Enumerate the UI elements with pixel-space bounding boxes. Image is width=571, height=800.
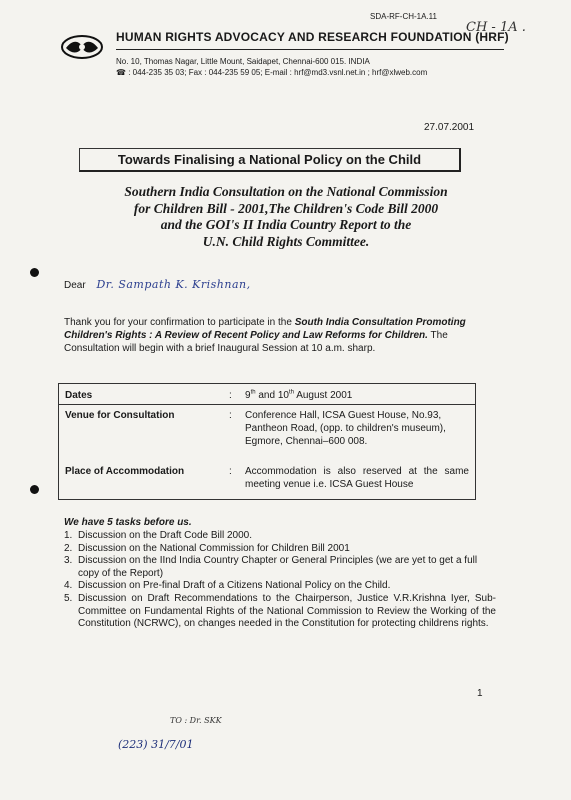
subtitle-line: and the GOI's II India Country Report to the [160,217,412,232]
org-name: HUMAN RIGHTS ADVOCACY AND RESEARCH FOUNDATION (HRF) [116,30,509,44]
event-name: South India Consultation Promoting Children's Rights : A Review of Recent Policy and Law Reforms for Children. [64,317,466,341]
subtitle-line: for Children Bill - 2001,The Children's Code Bill 2000 [133,200,439,216]
salutation-dear: Dear [64,280,86,291]
intro-paragraph [64,316,496,355]
subtitle-line: U.N. Child Rights Committee. [202,233,370,249]
letter-date: 27.07.2001 [424,122,475,133]
subtitle-line: Southern India Consultation on the National Commission [124,184,448,199]
venue-label: Venue for Consultation [65,410,175,421]
tasks-list [64,530,496,631]
header-divider [116,49,504,50]
intro-text: Thank you for your confirmation to participate in the [64,317,292,328]
colon: : [229,466,232,477]
venue-value: Conference Hall, ICSA Guest House, No.93, Pantheon Road, (opp. to children's museum), Egmore, Chennai–600 008. [245,410,446,447]
phone-icon: ☎ [116,68,126,77]
punch-hole-mark [30,485,39,494]
list-item: 3. Discussion on the IInd India Country Chapter or General Principles (we are yet to get a full copy of the Report) [64,555,478,579]
org-address: No. 10, Thomas Nagar, Little Mount, Saidapet, Chennai-600 015. INDIA [116,57,370,66]
list-item: 2. Discussion on the National Commission for Children Bill 2001 [64,542,350,554]
handwritten-reference: CH - 1A . [466,20,526,35]
colon: : [229,410,232,421]
details-table [58,383,476,500]
page-title: Towards Finalising a National Policy on the Child [79,148,461,172]
page-number: 1 [477,688,483,699]
list-item: 5. Discussion on Draft Recommendations to the Chairperson, Justice V.R.Krishna Iyer, Sub-Committee on Fundamental Rights of the National Commission to Review the Working of the Constitution (NCRWC), on changes needed in the Constitution for protecting childrens rights. [64,592,496,630]
recipient-name: Dr. Sampath K. Krishnan, [96,278,251,291]
list-item: 1. Discussion on the Draft Code Bill 2000. [64,530,252,541]
reference-code: SDA-RF-CH-1A.11 [370,12,437,21]
punch-hole-mark [30,268,39,277]
salutation [64,278,251,291]
subtitle [40,184,532,250]
accommodation-label: Place of Accommodation [65,466,185,477]
org-contact-text: : 044-235 35 03; Fax : 044-235 59 05; E-mail : hrf@md3.vsnl.net.in ; hrf@xlweb.com [128,68,428,77]
handwritten-note-number: (223) 31/7/01 [118,738,194,751]
handwritten-note-to: TO : Dr. SKK [170,716,222,725]
intro-text-2: The Consultation will begin with a brief Inaugural Session at 10 a.m. sharp. [64,330,448,354]
tasks-heading: We have 5 tasks before us. [64,517,192,528]
list-item: 4. Discussion on Pre-final Draft of a Citizens National Policy on the Child. [64,580,391,592]
dates-row [59,384,475,405]
dates-value: 9th and 10th August 2001 [245,389,353,401]
hrf-logo-icon [60,34,104,60]
dates-label: Dates [65,390,93,401]
colon: : [229,390,232,401]
org-contact [116,68,427,77]
accommodation-value: Accommodation is also reserved at the same meeting venue i.e. ICSA Guest House [245,466,469,490]
